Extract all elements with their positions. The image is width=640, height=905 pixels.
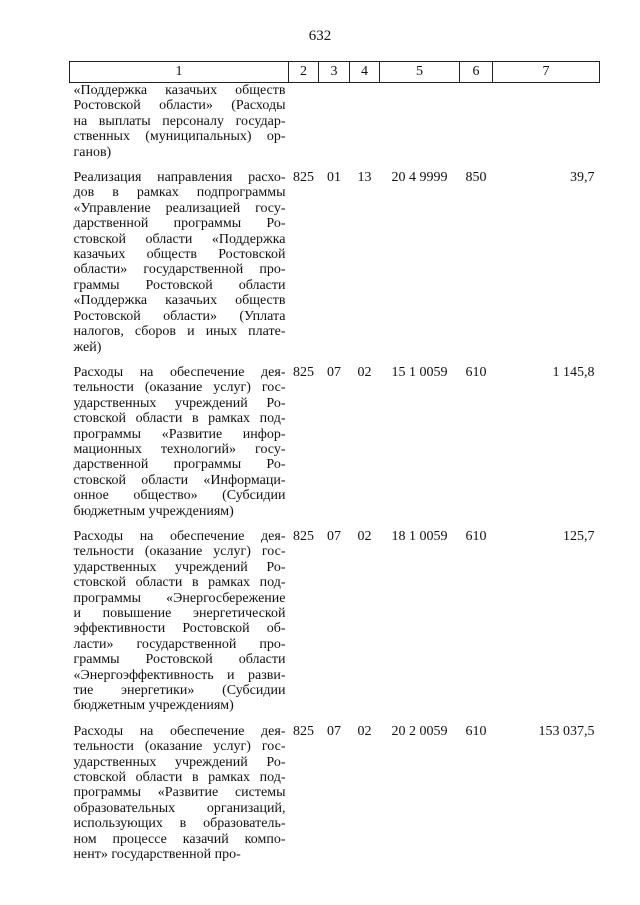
description-line: дарственной программы Ро- xyxy=(73,216,286,232)
description-line: ственных (муниципальных) ор- xyxy=(73,129,286,145)
row-spacer xyxy=(70,160,600,170)
description-line: стовской области в рамках под- xyxy=(73,411,286,427)
description-line: тельности (оказание услуг) гос- xyxy=(73,380,286,396)
row-section-code xyxy=(319,83,350,161)
description-line: бюджетным учреждениям) xyxy=(73,503,234,519)
description-line: и повышение энергетической xyxy=(73,606,286,621)
row-spacer xyxy=(70,714,600,724)
description-line: ласти» государственной про- xyxy=(73,636,286,652)
row-spacer-cell xyxy=(70,160,600,170)
description-line: дов в рамках подпрограммы xyxy=(73,185,286,201)
description-line: «Поддержка казачьих обществ xyxy=(73,293,286,309)
row-description xyxy=(70,724,289,863)
row-description xyxy=(70,365,289,519)
description-line: Ростовской области» (Уплата xyxy=(73,308,286,324)
description-line: стовской области «Информаци- xyxy=(73,472,286,488)
row-section-code: 07 xyxy=(327,364,341,380)
row-expense-type: 610 xyxy=(465,364,487,380)
description-line: стовской области в рамках под- xyxy=(73,575,286,591)
row-expense-type: 610 xyxy=(465,528,487,544)
description-line: программы «Развитие системы xyxy=(73,785,286,801)
description-line: нент» государственной про- xyxy=(73,847,241,863)
description-line: Ростовской области» (Расходы xyxy=(73,98,286,114)
row-expense-type xyxy=(460,83,493,161)
description-line: Расходы на обеспечение дея- xyxy=(73,528,286,544)
description-line: Расходы на обеспечение дея- xyxy=(73,364,286,380)
header-col-4: 4 xyxy=(350,62,380,83)
row-section-code: 01 xyxy=(327,170,341,186)
page-number: 632 xyxy=(308,28,332,44)
description-line: граммы Ростовской области xyxy=(73,277,286,293)
row-description xyxy=(70,83,289,161)
description-line: ганов) xyxy=(73,144,112,160)
row-amount: 39,7 xyxy=(570,170,595,186)
row-spacer-cell xyxy=(70,714,600,724)
description-line: стовской области в рамках под- xyxy=(73,770,286,786)
table-header xyxy=(70,62,600,83)
budget-table xyxy=(69,61,600,863)
row-target-article: 18 1 0059 xyxy=(391,528,448,544)
header-col-2: 2 xyxy=(289,62,319,83)
row-expense-type: 850 xyxy=(465,170,487,186)
row-subsection-code xyxy=(350,83,380,161)
table-row xyxy=(70,170,600,355)
header-col-7: 7 xyxy=(493,62,600,83)
description-line: «Управление реализацией госу- xyxy=(73,200,286,216)
row-target-article: 20 2 0059 xyxy=(391,723,448,739)
description-line: тельности (оказание услуг) гос- xyxy=(73,739,286,755)
row-subsection-code: 13 xyxy=(357,170,372,186)
row-description xyxy=(70,529,289,714)
description-line: ударственных учреждений Ро- xyxy=(73,754,286,770)
table-row xyxy=(70,365,600,519)
row-target-article: 20 4 9999 xyxy=(391,170,448,186)
table-row xyxy=(70,83,600,161)
table-row xyxy=(70,724,600,863)
row-subsection-code: 02 xyxy=(357,364,372,380)
description-line: использующих в образователь- xyxy=(73,816,286,832)
description-line: онное общество» (Субсидии xyxy=(73,488,286,504)
description-line: дарственной программы Ро- xyxy=(73,457,286,473)
description-line: граммы Ростовской области xyxy=(73,652,286,668)
table-body xyxy=(70,83,600,863)
table-row xyxy=(70,529,600,714)
description-line: на выплаты персоналу государ- xyxy=(73,113,286,129)
description-line: ударственных учреждений Ро- xyxy=(73,559,286,575)
row-amount: 1 145,8 xyxy=(552,364,595,380)
row-spacer xyxy=(70,355,600,365)
description-line: тие энергетики» (Субсидии xyxy=(73,683,286,699)
description-line: жей) xyxy=(73,339,102,355)
row-target-article: 15 1 0059 xyxy=(391,364,448,380)
description-line: Реализация направления расхо- xyxy=(73,170,286,186)
row-subsection-code: 02 xyxy=(357,723,372,739)
description-line: тельности (оказание услуг) гос- xyxy=(73,544,286,560)
description-line: Расходы на обеспечение дея- xyxy=(73,723,286,739)
row-ministry-code: 825 xyxy=(293,364,314,380)
row-expense-type: 610 xyxy=(465,723,487,739)
header-col-3: 3 xyxy=(319,62,350,83)
description-line: программы «Энергосбережение xyxy=(73,590,286,606)
row-target-article xyxy=(380,83,460,161)
row-amount: 153 037,5 xyxy=(538,723,595,739)
row-spacer-cell xyxy=(70,355,600,365)
description-line: образовательных организаций, xyxy=(73,800,286,816)
description-line: «Энергоэффективность и разви- xyxy=(73,667,286,683)
header-col-6: 6 xyxy=(460,62,493,83)
description-line: стовской области «Поддержка xyxy=(73,231,286,247)
row-amount xyxy=(493,83,600,161)
description-line: «Поддержка казачьих обществ xyxy=(73,83,286,98)
row-ministry-code: 825 xyxy=(293,170,314,186)
description-line: эффективности Ростовской об- xyxy=(73,621,286,637)
header-row xyxy=(70,62,600,83)
description-line: мационных технологий» госу- xyxy=(73,441,286,457)
row-amount: 125,7 xyxy=(563,528,595,544)
row-section-code: 07 xyxy=(327,723,341,739)
header-col-5: 5 xyxy=(380,62,460,83)
description-line: казачьих обществ Ростовской xyxy=(73,247,286,263)
description-line: ном процессе казачий компо- xyxy=(73,831,286,847)
row-ministry-code: 825 xyxy=(293,528,314,544)
row-section-code: 07 xyxy=(327,528,341,544)
description-line: области» государственной про- xyxy=(73,262,286,278)
row-spacer-cell xyxy=(70,519,600,529)
row-spacer xyxy=(70,519,600,529)
description-line: ударственных учреждений Ро- xyxy=(73,395,286,411)
header-col-1: 1 xyxy=(70,62,289,83)
row-ministry-code: 825 xyxy=(293,723,314,739)
row-ministry-code xyxy=(289,83,319,161)
row-description xyxy=(70,170,289,355)
row-subsection-code: 02 xyxy=(357,528,372,544)
description-line: программы «Развитие инфор- xyxy=(73,426,286,442)
description-line: бюджетным учреждениям) xyxy=(73,698,234,714)
description-line: налогов, сборов и иных плате- xyxy=(73,324,286,340)
